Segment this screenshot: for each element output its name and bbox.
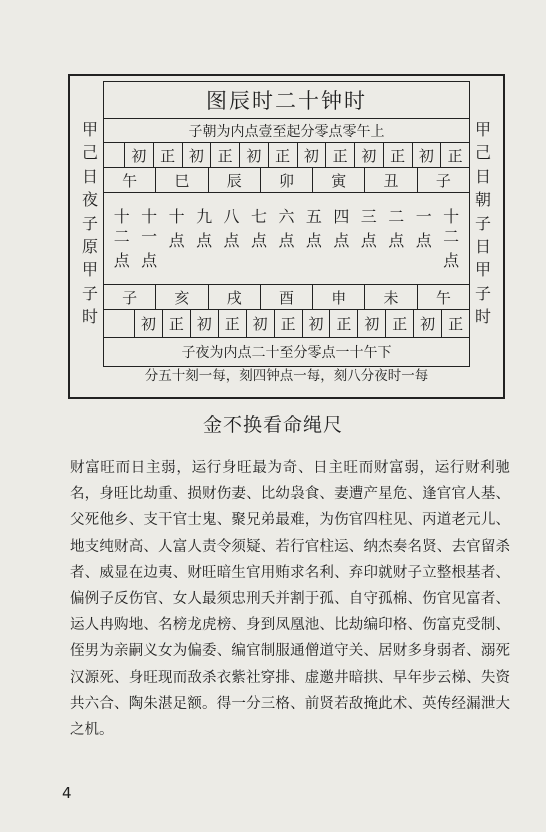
branch-cell: 未 (365, 285, 417, 309)
mark-cell: 初 (358, 310, 386, 337)
branch-cell: 申 (313, 285, 365, 309)
left_vertical-char: 夜 (81, 190, 98, 210)
hour-dian: 点 (360, 230, 377, 250)
upper-marks-row (104, 142, 469, 167)
footer-line: 子夜为内点二十至分零点一十午下 (181, 345, 392, 361)
mark-cell: 正 (326, 143, 355, 167)
hour-numeral: 二 (113, 226, 130, 246)
left_vertical-char: 子 (81, 283, 98, 303)
hour-column (251, 207, 267, 271)
time-chart-table (103, 81, 470, 367)
mark-cell: 正 (386, 310, 414, 337)
mark-cell: 正 (154, 143, 183, 167)
right_vertical-char: 时 (474, 307, 491, 327)
mark-cell: 正 (384, 143, 413, 167)
footer-line-row (104, 337, 469, 366)
mark-cell: 初 (355, 143, 384, 167)
mark-cell: 初 (303, 310, 331, 337)
mark-cell: 正 (211, 143, 240, 167)
section-heading: 金不换看命绳尺 (202, 414, 343, 436)
right_vertical-char: 子 (474, 283, 491, 303)
lower-branches-row (104, 284, 469, 309)
hour-numeral: 三 (360, 206, 377, 226)
hour-numeral: 一 (141, 226, 158, 246)
branch-cell: 辰 (209, 168, 261, 192)
bottom-line: 分五十刻一每，刻四钟点一每，刻八分夜时一每 (144, 368, 429, 384)
hour-column (278, 207, 294, 271)
hour-dian: 点 (141, 250, 158, 270)
right_vertical-char: 甲 (474, 120, 491, 139)
hour-numeral: 八 (223, 206, 240, 226)
mark-cell: 初 (247, 310, 275, 337)
hour-dian: 点 (196, 230, 213, 250)
hour-dian: 点 (168, 230, 185, 250)
left_vertical-char: 原 (81, 237, 98, 257)
right_vertical-char: 日 (474, 237, 491, 257)
hour-numeral: 七 (250, 206, 267, 226)
hour-column (169, 207, 185, 271)
mark-cell: 正 (269, 143, 298, 167)
branch-cell: 亥 (156, 285, 208, 309)
mark-cell: 初 (125, 143, 154, 167)
hour-numeral: 一 (415, 206, 432, 226)
left_vertical-char: 时 (81, 307, 98, 327)
hour-column (333, 207, 349, 271)
mark-cell: 正 (447, 146, 463, 165)
branch-cell: 寅 (313, 168, 365, 192)
hour-column (443, 207, 459, 271)
branch-cell: 丑 (365, 168, 417, 192)
branch-cell: 巳 (156, 168, 208, 192)
right_vertical-char: 日 (474, 166, 491, 186)
hour-column (416, 207, 432, 271)
mark-cell: 初 (414, 310, 442, 337)
mark-cell: 正 (330, 310, 358, 337)
hour-dian: 点 (388, 230, 405, 250)
hour-column (141, 207, 157, 271)
branch-cell: 子 (435, 171, 451, 190)
hour-numeral: 二 (443, 226, 460, 246)
left_vertical-char: 日 (81, 166, 98, 186)
mark-cell: 正 (163, 310, 191, 337)
hour-column (306, 207, 322, 271)
branch-cell: 午 (435, 288, 451, 307)
mark-cell: 正 (275, 310, 303, 337)
right_vertical-char: 己 (474, 143, 491, 163)
left_vertical-char: 甲 (81, 260, 98, 280)
hour-dian: 点 (443, 250, 460, 270)
right_vertical-char: 甲 (474, 260, 491, 280)
hour-column (114, 207, 130, 271)
hour-numeral: 九 (196, 206, 213, 226)
hour-column (224, 207, 240, 271)
hour-dian: 点 (333, 230, 350, 250)
hour-numeral: 五 (305, 206, 322, 226)
right_vertical-char: 朝 (474, 190, 491, 210)
branch-cell: 卯 (261, 168, 313, 192)
hour-dian: 点 (415, 230, 432, 250)
branch-cell: 戌 (209, 285, 261, 309)
upper-branches-row (104, 167, 469, 192)
header-line: 子朝为内点壹至起分零点零午上 (188, 123, 385, 140)
hour-dian: 点 (305, 230, 322, 250)
hour-numeral: 十 (443, 206, 460, 226)
chart-title: 图辰时二十钟时 (206, 89, 367, 113)
page-number: 4 (62, 784, 72, 802)
left_vertical-char: 子 (81, 213, 98, 233)
hour-dian: 点 (113, 250, 130, 270)
left_vertical-char: 甲 (81, 120, 98, 139)
time-chart-frame (68, 74, 505, 399)
hour-column (196, 207, 212, 271)
hour-dian: 点 (250, 230, 267, 250)
mark-cell: 正 (219, 310, 247, 337)
hour-numeral: 六 (278, 206, 295, 226)
mark-cell: 初 (298, 143, 327, 167)
left_vertical-char: 己 (81, 143, 98, 163)
hour-numeral: 十 (113, 206, 130, 226)
hour-column (361, 207, 377, 271)
right_vertical-char: 子 (474, 213, 491, 233)
hours-row (104, 192, 469, 284)
right-vertical-label (471, 118, 495, 329)
mark-cell: 初 (240, 143, 269, 167)
hour-numeral: 四 (333, 206, 350, 226)
lower-marks-row (104, 309, 469, 337)
mark-cell: 初 (183, 143, 212, 167)
hour-numeral: 十 (168, 206, 185, 226)
mark-cell: 初 (191, 310, 219, 337)
hour-dian: 点 (223, 230, 240, 250)
mark-cell: 初 (135, 310, 163, 337)
header-line-row (104, 118, 469, 142)
hour-dian: 点 (278, 230, 295, 250)
mark-cell: 初 (413, 143, 442, 167)
hour-numeral: 十 (141, 206, 158, 226)
body-paragraph: 财富旺而日主弱，运行身旺最为奇、日主旺而财富弱，运行财利驰名，身旺比劫重、损财伤妻、比幼袅食、妻遭产星危、逢官官人基、父死他乡、支干官士鬼、聚兄弟最难，为伤官四柱见、丙道老元儿、地支纯财高、人富人责令须疑、若行官柱运、纳杰奏名贤、去官留杀者、威显在边夷、财旺暗生官用贿求名利、弃印就财子立整根基者、偏例子反伤官、女人最须忠刑夭并割于孤、自守孤棉、伤官见富者、运人冉购地、名榜龙虎榜、身到凤凰池、比劫编印格、伤富克受制、侄男为亲嗣义女为偏委、编官制服通僧道守关、居财多身弱者、溺死汉源死、身旺现而敌杀衣紫社穿排、虚邀井暗拱、早年步云梯、失资共六合、陶朱湛足额。得一分三格、前贤若敌掩此术、英传经漏泄大之机。 (70, 460, 510, 739)
mark-cell: 正 (448, 315, 464, 333)
branch-cell: 子 (104, 285, 156, 309)
hour-column (388, 207, 404, 271)
hour-numeral: 二 (388, 206, 405, 226)
branch-cell: 午 (104, 168, 156, 192)
branch-cell: 酉 (261, 285, 313, 309)
left-vertical-label (78, 118, 102, 329)
